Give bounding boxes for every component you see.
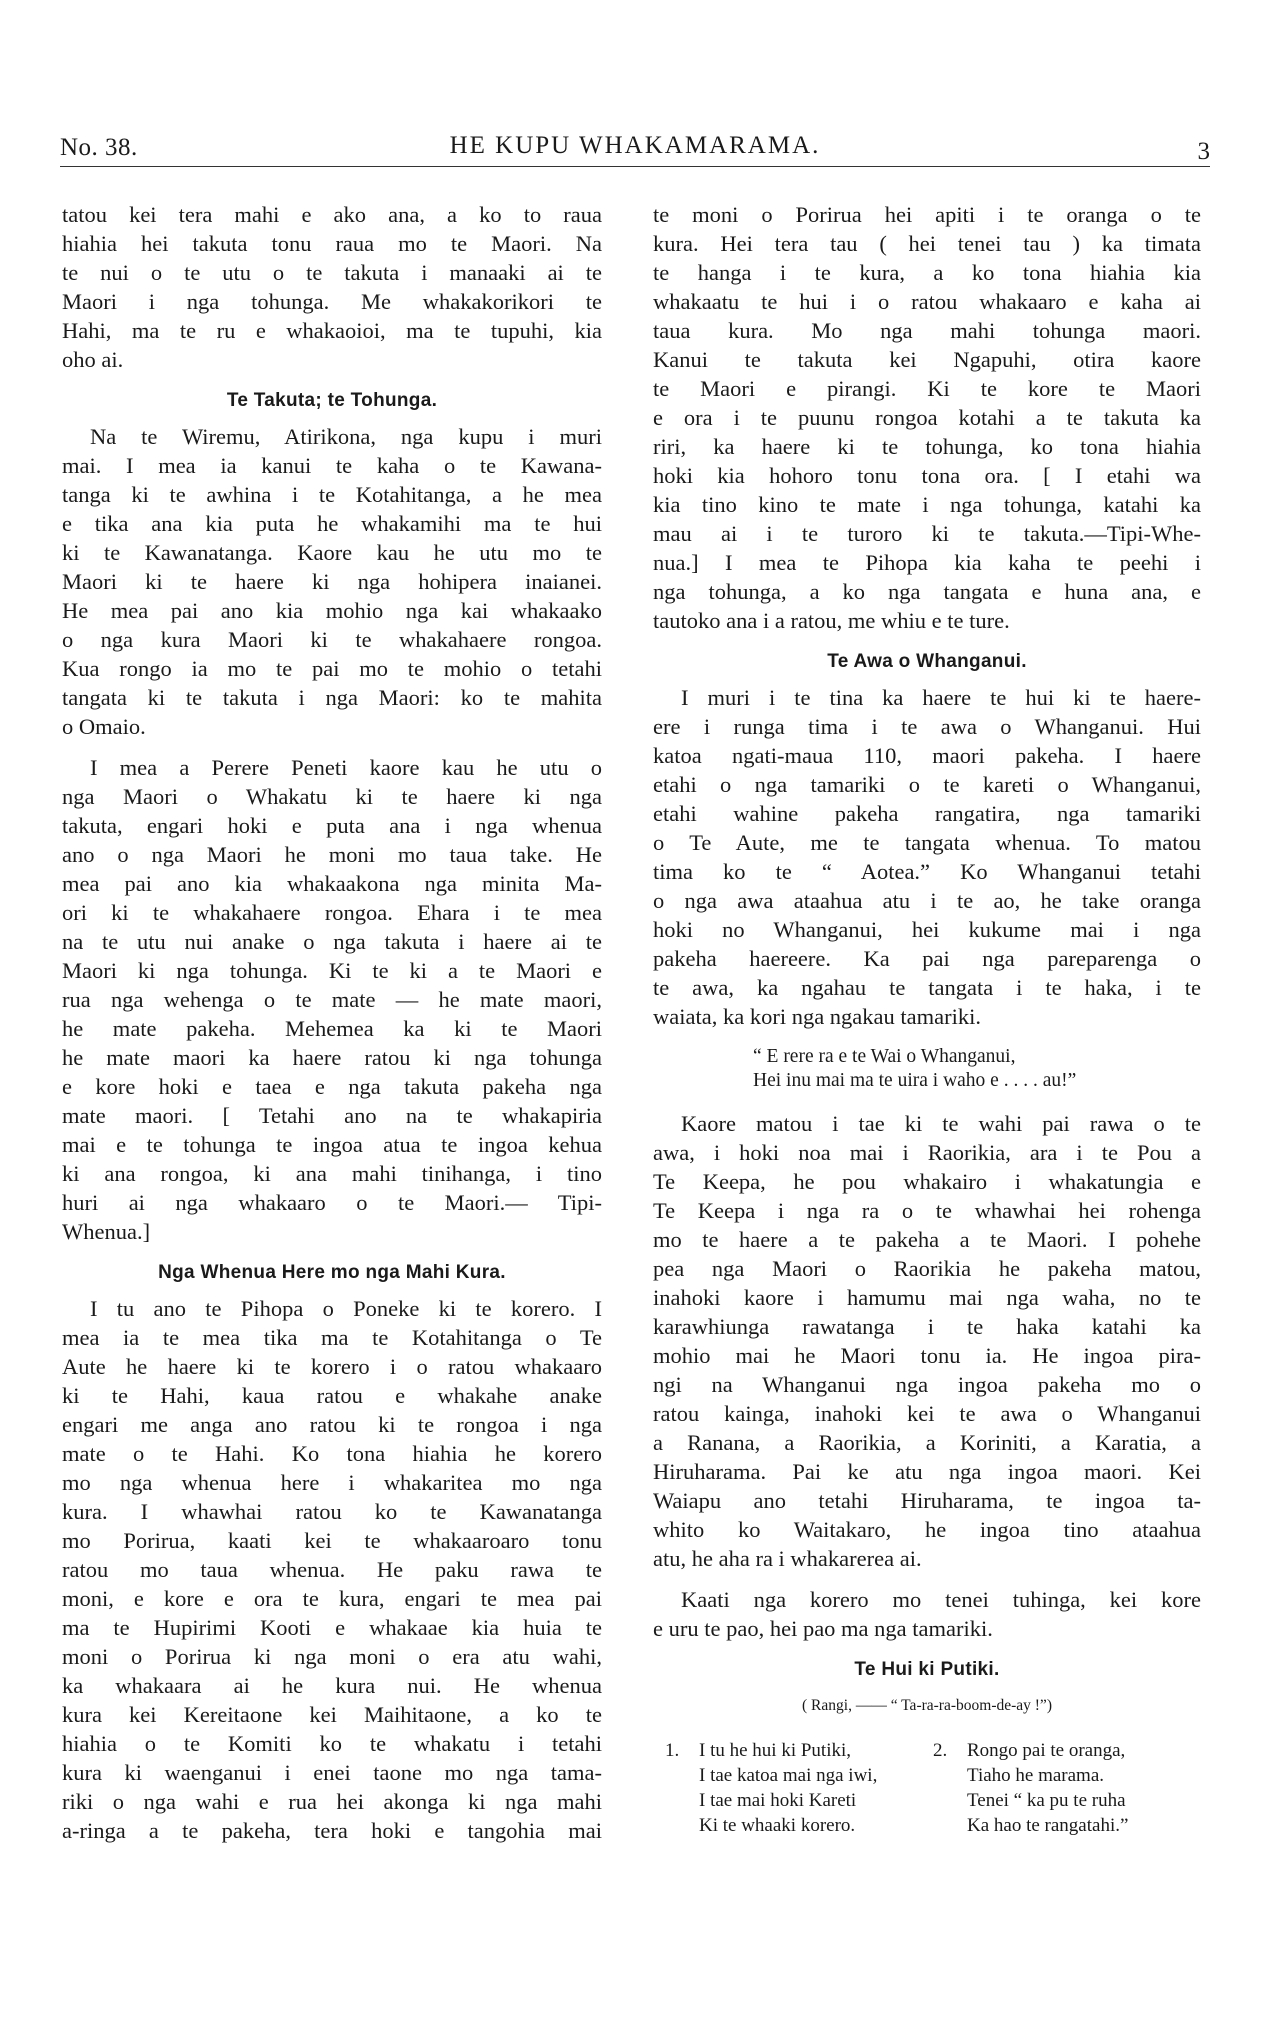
paragraph — [653, 683, 1201, 1031]
paragraph — [653, 1585, 1201, 1643]
text-line: ngi na Whanganui nga ingoa pakeha mo o — [653, 1372, 1201, 1397]
paragraph — [653, 1109, 1201, 1573]
text-line: moni, e kore e ora te kura, engari te mea pai — [62, 1586, 602, 1611]
text-line: tatou kei tera mahi e ako ana, a ko to raua — [62, 202, 602, 227]
section-heading-hui-putiki: Te Hui ki Putiki. — [854, 1659, 1000, 1680]
text-line: pea nga Maori o Raorikia he pakeha matou, — [653, 1256, 1201, 1281]
text-line: ratou mo taua whenua. He paku rawa te — [62, 1557, 602, 1582]
text-line: mohio mai he Maori tonu ia. He ingoa pira- — [653, 1343, 1201, 1368]
text-line: te nui o te utu o te takuta i manaaki ai te — [62, 260, 602, 285]
text-line: Maori ki nga tohunga. Ki te ki a te Maori e — [62, 958, 602, 983]
stanza-line: Ka hao te rangatahi.” — [967, 1815, 1129, 1836]
issue-number: No. 38. — [60, 134, 138, 161]
text-line: kura. I whawhai ratou ko te Kawanatanga — [62, 1499, 602, 1524]
text-line: nga tohunga, a ko nga tangata e huna ana, e — [653, 579, 1201, 604]
text-line: riki o nga wahi e rua hei akonga ki nga mahi — [62, 1789, 602, 1814]
publication-title: HE KUPU WHAKAMARAMA. — [449, 132, 821, 159]
stanza-line: I tae mai hoki Kareti — [699, 1790, 857, 1811]
text-line: e tika ana kia puta he whakamihi ma te hui — [62, 511, 602, 536]
text-line: ere i runga tima i te awa o Whanganui. Hui — [653, 714, 1201, 739]
text-line: kura. Hei tera tau ( hei tenei tau ) ka timata — [653, 231, 1201, 256]
text-line: Te Keepa, he pou whakairo i whakatungia e — [653, 1169, 1201, 1194]
text-line: te moni o Porirua hei apiti i te oranga o te — [653, 202, 1201, 227]
quoted-verse — [753, 1045, 1201, 1093]
paragraph — [62, 753, 602, 1246]
text-line: a Ranana, a Raorikia, a Koriniti, a Karatia, a — [653, 1430, 1201, 1455]
paragraph — [653, 200, 1201, 635]
stanza-line: Tenei “ ka pu te ruha — [967, 1790, 1126, 1811]
text-line: mo te haere a te pakeha a te Maori. I pohehe — [653, 1227, 1201, 1252]
text-line: he mate pakeha. Mehemea ka ki te Maori — [62, 1016, 602, 1041]
text-line: pakeha haereere. Ka pai nga pareparenga o — [653, 946, 1201, 971]
stanza-number: 1. — [665, 1740, 680, 1761]
stanza-line: Rongo pai te oranga, — [967, 1740, 1126, 1761]
paragraph — [62, 422, 602, 741]
text-line: nga Maori o Whakatu ki te haere ki nga — [62, 784, 602, 809]
text-line: Kaore matou i tae ki te wahi pai rawa o te — [681, 1111, 1201, 1136]
text-line: tima ko te “ Aotea.” Ko Whanganui tetahi — [653, 859, 1201, 884]
text-line: inahoki kaore i hamumu mai nga waha, no te — [653, 1285, 1201, 1310]
text-line: riri, ka haere ki te tohunga, ko tona hiahia — [653, 434, 1201, 459]
text-line: o Te Aute, me te tangata whenua. To matou — [653, 830, 1201, 855]
section-heading-awa-whanganui: Te Awa o Whanganui. — [827, 651, 1027, 672]
text-line: na te utu nui anake o nga takuta i haere ai te — [62, 929, 602, 954]
text-line: a-ringa a te pakeha, tera hoki e tangohia mai — [62, 1818, 602, 1843]
right-column — [653, 200, 1201, 1838]
verse-line: Hei inu mai ma te uira i waho e . . . . au!” — [753, 1070, 1077, 1091]
text-line: he mate maori ka haere ratou ki nga tohunga — [62, 1045, 602, 1070]
text-line: nua.] I mea te Pihopa kia kaha te peehi i — [653, 550, 1201, 575]
text-line: hoki kia hohoro tonu tona ora. [ I etahi wa — [653, 463, 1201, 488]
text-line: whakaatu te hui i o ratou whakaaro e kaha ai — [653, 289, 1201, 314]
text-line: hiahia hei takuta tonu raua mo te Maori. Na — [62, 231, 602, 256]
stanza-line: I tae katoa mai nga iwi, — [699, 1765, 878, 1786]
text-line: tautoko ana i a ratou, me whiu e te ture. — [653, 608, 1010, 633]
paragraph — [62, 200, 602, 374]
text-line: Na te Wiremu, Atirikona, nga kupu i muri — [90, 424, 602, 449]
text-line: taua kura. Mo nga mahi tohunga maori. — [653, 318, 1201, 343]
text-line: o nga awa ataahua atu i te ao, he take oranga — [653, 888, 1201, 913]
text-line: takuta, engari hoki e puta ana i nga whenua — [62, 813, 602, 838]
text-line: Whenua.] — [62, 1219, 151, 1244]
text-line: te Maori e pirangi. Ki te kore te Maori — [653, 376, 1201, 401]
text-line: mate o te Hahi. Ko tona hiahia he korero — [62, 1441, 602, 1466]
text-line: kura ki waenganui i enei taone mo nga tama- — [62, 1760, 602, 1785]
text-line: Te Keepa i nga ra o te whawhai hei rohenga — [653, 1198, 1201, 1223]
text-line: ki ana rongoa, ki ana mahi tinihanga, i tino — [62, 1161, 602, 1186]
text-line: Aute he haere ki te korero i o ratou whakaaro — [62, 1354, 602, 1379]
text-line: tangata ki te takuta i nga Maori: ko te mahita — [62, 685, 602, 710]
text-line: ori ki te whakahaere rongoa. Ehara i te mea — [62, 900, 602, 925]
running-header — [60, 128, 1210, 164]
text-line: rua nga wehenga o te mate — he mate maori, — [62, 987, 602, 1012]
stanza-number: 2. — [933, 1740, 948, 1761]
text-line: tanga ki te awhina i te Kotahitanga, a he mea — [62, 482, 602, 507]
text-line: moni o Porirua ki nga moni o era atu wahi, — [62, 1644, 602, 1669]
text-line: whito ko Waitakaro, he ingoa tino ataahua — [653, 1517, 1201, 1542]
text-line: mo nga whenua here i whakaritea mo nga — [62, 1470, 602, 1495]
text-line: oho ai. — [62, 347, 124, 372]
text-line: Kaati nga korero mo tenei tuhinga, kei kore — [681, 1587, 1201, 1612]
text-line: ano o nga Maori he moni mo taua take. He — [62, 842, 602, 867]
tune-note: ( Rangi, —— “ Ta-ra-ra-boom-de-ay !”) — [802, 1697, 1052, 1714]
stanza-line: Tiaho he marama. — [967, 1765, 1105, 1786]
text-line: Waiapu ano tetahi Hiruharama, te ingoa ta- — [653, 1488, 1201, 1513]
section-heading-takuta-tohunga: Te Takuta; te Tohunga. — [226, 390, 438, 411]
text-line: mai. I mea ia kanui te kaha o te Kawana- — [62, 453, 602, 478]
text-line: o Omaio. — [62, 714, 146, 739]
text-line: awa, i hoki noa mai i Raorikia, ara i te Pou a — [653, 1140, 1201, 1165]
text-line: kura kei Kereitaone kei Maihitaone, a ko te — [62, 1702, 602, 1727]
text-line: kia tino kino te mate i nga tohunga, katahi ka — [653, 492, 1201, 517]
text-line: etahi o nga tamariki o te kareti o Whanganui, — [653, 772, 1201, 797]
left-column — [62, 200, 602, 1857]
text-line: Maori ki te haere ki nga hohipera inaianei. — [62, 569, 602, 594]
text-line: mate maori. [ Tetahi ano na te whakapiria — [62, 1103, 602, 1128]
text-line: Hiruharama. Pai ke atu nga ingoa maori. Kei — [653, 1459, 1201, 1484]
text-line: I tu ano te Pihopa o Poneke ki te korero. I — [90, 1296, 602, 1321]
text-line: Hahi, ma te ru e whakaoioi, ma te tupuhi, kia — [62, 318, 602, 343]
header-rule — [60, 166, 1210, 167]
text-line: ratou kainga, inahoki kei te awa o Whanganui — [653, 1401, 1201, 1426]
text-line: karawhiunga rawatanga i te haka katahi ka — [653, 1314, 1201, 1339]
text-line: katoa ngati-maua 110, maori pakeha. I haere — [653, 743, 1201, 768]
stanza-line: I tu he hui ki Putiki, — [699, 1740, 851, 1761]
page-number: 3 — [1197, 138, 1210, 165]
text-line: mau ai i te turoro ki te takuta.—Tipi-Whe- — [653, 521, 1201, 546]
song-stanzas — [665, 1738, 1201, 1838]
text-line: o nga kura Maori ki te whakahaere rongoa. — [62, 627, 602, 652]
paragraph — [62, 1294, 602, 1845]
text-line: Kua rongo ia mo te pai mo te mohio o tetahi — [62, 656, 602, 681]
text-line: e kore hoki e taea e nga takuta pakeha nga — [62, 1074, 602, 1099]
text-line: mea pai ano kia whakaakona nga minita Ma- — [62, 871, 602, 896]
stanza-2 — [933, 1738, 1201, 1838]
text-line: ki te Hahi, kaua ratou e whakahe anake — [62, 1383, 602, 1408]
text-line: te awa, ka ngahau te tangata i te haka, i te — [653, 975, 1201, 1000]
text-line: ki te Kawanatanga. Kaore kau he utu mo te — [62, 540, 602, 565]
text-line: waiata, ka kori nga ngakau tamariki. — [653, 1004, 981, 1029]
text-line: te hanga i te kura, a ko tona hiahia kia — [653, 260, 1201, 285]
verse-line: “ E rere ra e te Wai o Whanganui, — [753, 1046, 1016, 1067]
text-line: etahi wahine pakeha rangatira, nga tamariki — [653, 801, 1201, 826]
text-line: ma te Hupirimi Kooti e whakaae kia huia te — [62, 1615, 602, 1640]
text-line: hoki no Whanganui, hei kukume mai i nga — [653, 917, 1201, 942]
text-line: atu, he aha ra i whakarerea ai. — [653, 1546, 922, 1571]
stanza-line: Ki te whaaki korero. — [699, 1815, 856, 1836]
section-heading-whenua-here: Nga Whenua Here mo nga Mahi Kura. — [158, 1262, 506, 1283]
text-line: I muri i te tina ka haere te hui ki te haere- — [681, 685, 1201, 710]
text-line: ka whakaara ai he kura nui. He whenua — [62, 1673, 602, 1698]
text-line: huri ai nga whakaaro o te Maori.— Tipi- — [62, 1190, 602, 1215]
stanza-1 — [665, 1738, 933, 1838]
text-line: mai e te tohunga te ingoa atua te ingoa kehua — [62, 1132, 602, 1157]
text-line: I mea a Perere Peneti kaore kau he utu o — [90, 755, 602, 780]
text-line: e uru te pao, hei pao ma nga tamariki. — [653, 1616, 993, 1641]
text-line: e ora i te puunu rongoa kotahi a te takuta ka — [653, 405, 1201, 430]
text-line: Maori i nga tohunga. Me whakakorikori te — [62, 289, 602, 314]
text-line: hiahia o te Komiti ko te whakatu i tetahi — [62, 1731, 602, 1756]
text-line: mo Porirua, kaati kei te whakaaroaro tonu — [62, 1528, 602, 1553]
text-line: He mea pai ano kia mohio nga kai whakaako — [62, 598, 602, 623]
text-line: Kanui te takuta kei Ngapuhi, otira kaore — [653, 347, 1201, 372]
text-line: engari me anga ano ratou ki te rongoa i nga — [62, 1412, 602, 1437]
text-line: mea ia te mea tika ma te Kotahitanga o Te — [62, 1325, 602, 1350]
